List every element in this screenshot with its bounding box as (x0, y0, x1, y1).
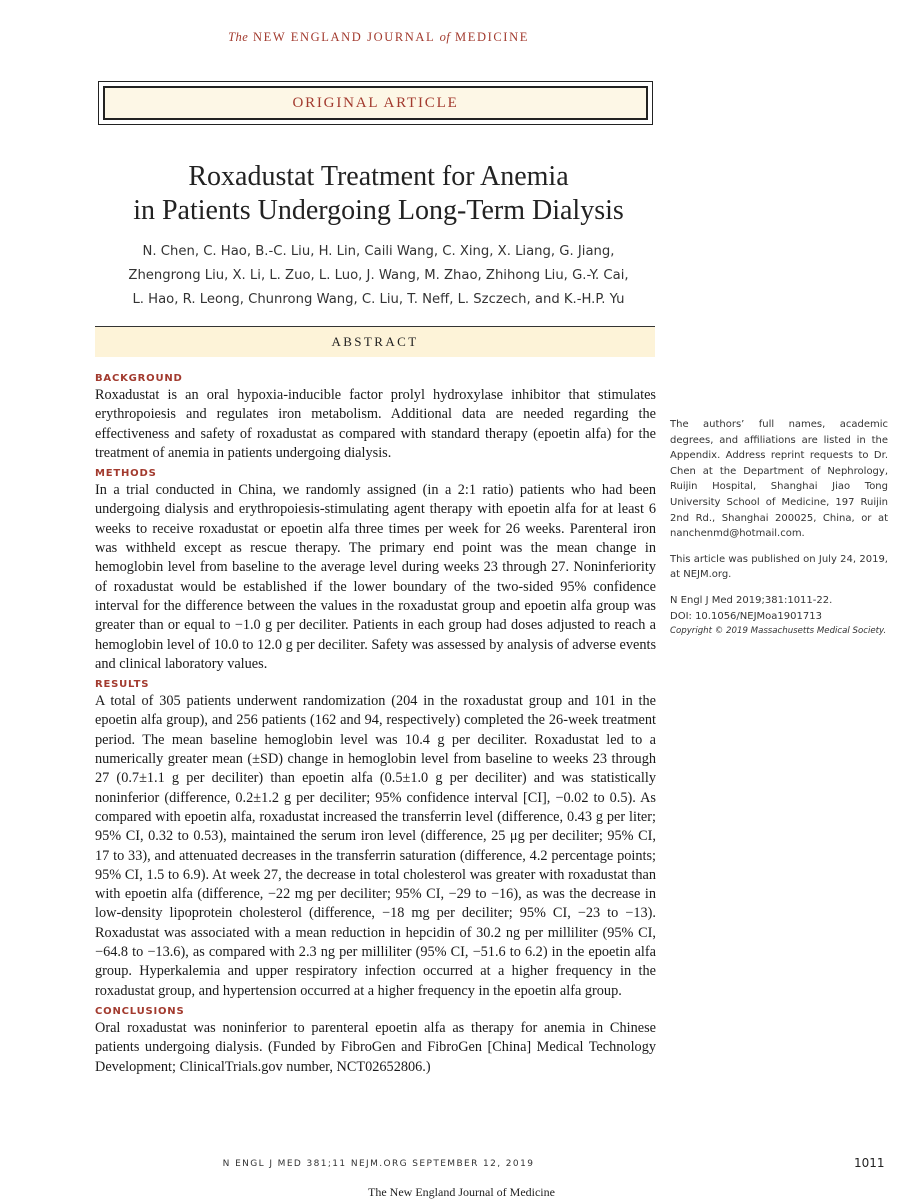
doi: DOI: 10.1056/NEJMoa1901713 (670, 610, 822, 622)
article-type-box (98, 81, 653, 125)
methods-heading: METHODS (95, 468, 157, 480)
journal-header (0, 30, 757, 45)
results-heading: RESULTS (95, 679, 150, 691)
title-line-2: in Patients Undergoing Long-Term Dialysis (133, 195, 624, 226)
side-note (670, 417, 888, 640)
title-line-1: Roxadustat Treatment for Anemia (188, 161, 569, 192)
journal-header-middle: NEW ENGLAND JOURNAL (253, 30, 435, 44)
article-type-label: ORIGINAL ARTICLE (103, 86, 648, 120)
footer-citation: N ENGL J MED 381;11 NEJM.ORG SEPTEMBER 12, 2019 (222, 1159, 535, 1169)
published-note: This article was published on July 24, 2019, at NEJM.org. (670, 553, 888, 581)
citation: N Engl J Med 2019;381:1011-22. (670, 594, 833, 606)
authors-line-3: L. Hao, R. Leong, Chunrong Wang, C. Liu, T. Neff, L. Szczech, and K.-H.P. Yu (132, 292, 625, 307)
journal-header-end: MEDICINE (455, 30, 529, 44)
methods-text: In a trial conducted in China, we randomly assigned (in a 2:1 ratio) patients who had been undergoing dialysis and erythropoiesis-stimulating agent therapy with epoetin alfa for at least 6 weeks to receive roxadustat or epoetin alfa three times per week for 26 weeks. Parenteral iron was withheld except as rescue therapy. The primary end point was the mean change in hemoglobin level from baseline to the average level during weeks 23 through 27. Noninferiority of roxadustat would be established if the lower boundary of the two-sided 95% confidence interval for the difference between the values in the roxadustat group and epoetin alfa group was greater than or equal to −1.0 g per deciliter. Patients in each group had doses adjusted to reach a hemoglobin level of 10.0 to 12.0 g per deciliter. Safety was assessed by analysis of adverse events and clinical laboratory values. (95, 482, 657, 672)
results-text: A total of 305 patients underwent randomization (204 in the roxadustat group and 101 in the epoetin alfa group), and 256 patients (162 and 94, respectively) completed the 26-week treatment period. The mean baseline hemoglobin level was 10.4 g per deciliter. Roxadustat led to a numerically greater mean (±SD) change in hemoglobin level from baseline to weeks 23 through 27 (0.7±1.1 g per deciliter) than epoetin alfa (0.5±1.0 g per deciliter) and was statistically noninferior (difference, 0.2±1.2 g per deciliter; 95% confidence interval [CI], −0.02 to 0.5). As compared with epoetin alfa, roxadustat increased the transferrin level (difference, 0.43 g per liter; 95% CI, 0.32 to 0.53), maintained the serum iron level (difference, 25 μg per deciliter; 95% CI, 17 to 33), and attenuated decreases in the transferrin saturation (difference, 4.2 percentage points; 95% CI, 1.5 to 6.9). At week 27, the decrease in total cholesterol was greater with roxadustat than with epoetin alfa (difference, −22 mg per deciliter; 95% CI, −29 to −16), as was the decrease in low-density lipoprotein cholesterol (difference, −18 mg per deciliter; 95% CI, −23 to −13). Roxadustat was associated with a mean reduction in hepcidin of 30.2 ng per milliliter (95% CI, −64.8 to −13.6), as compared with 2.3 ng per milliliter (95% CI, −51.6 to 6.2) in the epoetin alfa group. Hyperkalemia and upper respiratory infection occurred at a higher frequency in the roxadustat group, and hypertension occurred at a higher frequency in the epoetin alfa group. (95, 693, 656, 999)
author-list (0, 240, 757, 312)
journal-header-of: of (439, 30, 451, 44)
authors-line-1: N. Chen, C. Hao, B.-C. Liu, H. Lin, Caili Wang, C. Xing, X. Liang, G. Jiang, (142, 244, 615, 259)
conclusions-heading: CONCLUSIONS (95, 1005, 185, 1017)
abstract-heading: ABSTRACT (95, 326, 655, 357)
affiliations-note: The authors’ full names, academic degrees, and affiliations are listed in the Appendix. Address reprint requests to Dr. Chen at the Department of Nephrology, Ruijin Hospital, Shanghai Jiao Tong University School of Medicine, 197 Ruijin 2nd Rd., Shanghai 200025, China, or at nanchenmd@hotmail.com. (670, 419, 888, 540)
page-number: 1011 (854, 1156, 885, 1170)
background-text: Roxadustat is an oral hypoxia-inducible factor prolyl hydroxylase inhibitor that stimulates erythropoiesis and regulates iron metabolism. Additional data are needed regarding the effectiveness and safety of roxadustat as compared with standard therapy (epoetin alfa) for the treatment of anemia in patients undergoing dialysis. (95, 387, 656, 461)
abstract-body (95, 372, 656, 1081)
authors-line-2: Zhengrong Liu, X. Li, L. Zuo, L. Luo, J. Wang, M. Zhao, Zhihong Liu, G.-Y. Cai, (128, 268, 629, 283)
conclusions-text: Oral roxadustat was noninferior to parenteral epoetin alfa as therapy for anemia in Chinese patients undergoing dialysis. (Funded by FibroGen and FibroGen [China] Medical Technology Development; ClinicalTrials.gov number, NCT02652806.) (95, 1019, 656, 1075)
journal-header-the: The (228, 30, 249, 44)
copyright: Copyright © 2019 Massachusetts Medical Society. (670, 626, 887, 637)
article-title (0, 160, 757, 228)
background-heading: BACKGROUND (95, 373, 183, 384)
bottom-credit: The New England Journal of Medicine (368, 1185, 555, 1199)
